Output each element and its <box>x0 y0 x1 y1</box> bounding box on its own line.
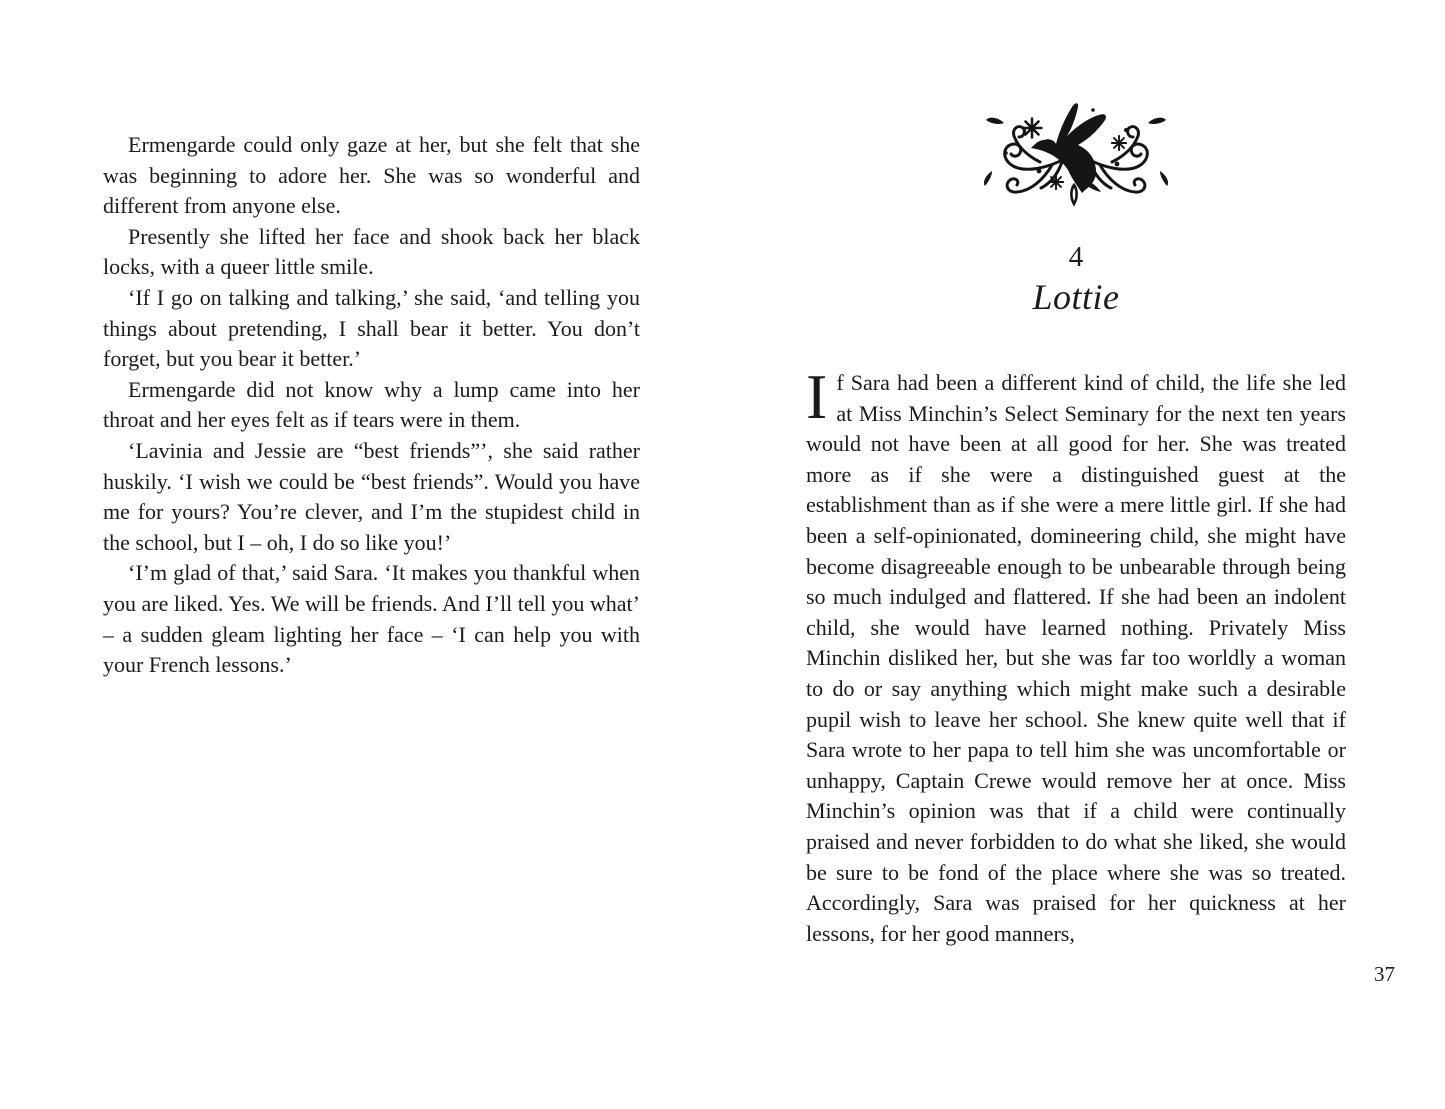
paragraph: ‘Lavinia and Jessie are “best friends”’, she said rather huskily. ‘I wish we could be “best friends”. Would you have me for yours? You’re clever, and I’m the stupidest child in the school, but I – oh, I do so like you!’ <box>103 437 640 555</box>
chapter-number: 4 <box>1068 241 1084 273</box>
drop-cap: I <box>806 361 828 432</box>
paragraph: ‘I’m glad of that,’ said Sara. ‘It makes you thankful when you are liked. Yes. We will be friends. And I’ll tell you what’ – a sudden gleam lighting her face – ‘I can help you with your French lessons.’ <box>103 560 640 678</box>
paragraph: Presently she lifted her face and shook back her black locks, with a queer little smile. <box>103 223 640 280</box>
paragraph: ‘If I go on talking and talking,’ she said, ‘and telling you things about pretending, I shall bear it better. You don’t forget, but you bear it better.’ <box>103 284 640 372</box>
page-right <box>722 0 1445 1109</box>
opening-paragraph-text: f Sara had been a different kind of child, the life she led at Miss Minchin’s Select Seminary for the next ten years would not have been at all good for her. She was treated more as if she were a distinguished guest at the establishment than as if she were a mere little girl. If she had been a self-opinionated, domineering child, she might have become disagreeable enough to be unbearable through being so much indulged and flattered. If she had been an indolent child, she would have learned nothing. Privately Miss Minchin disliked her, but she was far too worldly a woman to do or say anything which might make such a desirable pupil wish to leave her school. She knew quite well that if Sara wrote to her papa to tell him she was uncomfortable or unhappy, Captain Crewe would remove her at once. Miss Minchin’s opinion was that if a child were continually praised and never forbidden to do what she liked, she would be sure to be fond of the place where she was so treated. Accordingly, Sara was praised for her quickness at her lessons, for her good manners, <box>806 370 1346 946</box>
chapter-opening-paragraph <box>806 361 1346 949</box>
chapter-title: Lottie <box>1032 277 1120 317</box>
paragraph: Ermengarde did not know why a lump came into her throat and her eyes felt as if tears were in them. <box>103 376 640 433</box>
page-number: 37 <box>1374 962 1395 986</box>
paragraph: Ermengarde could only gaze at her, but she felt that she was beginning to adore her. She was so wonderful and different from anyone else. <box>103 132 640 219</box>
teardrop-icon <box>1071 185 1076 204</box>
chapter-column <box>806 98 1346 949</box>
dove-ornament-icon <box>976 98 1176 216</box>
page-left <box>0 0 722 1109</box>
left-text-column <box>103 130 640 681</box>
